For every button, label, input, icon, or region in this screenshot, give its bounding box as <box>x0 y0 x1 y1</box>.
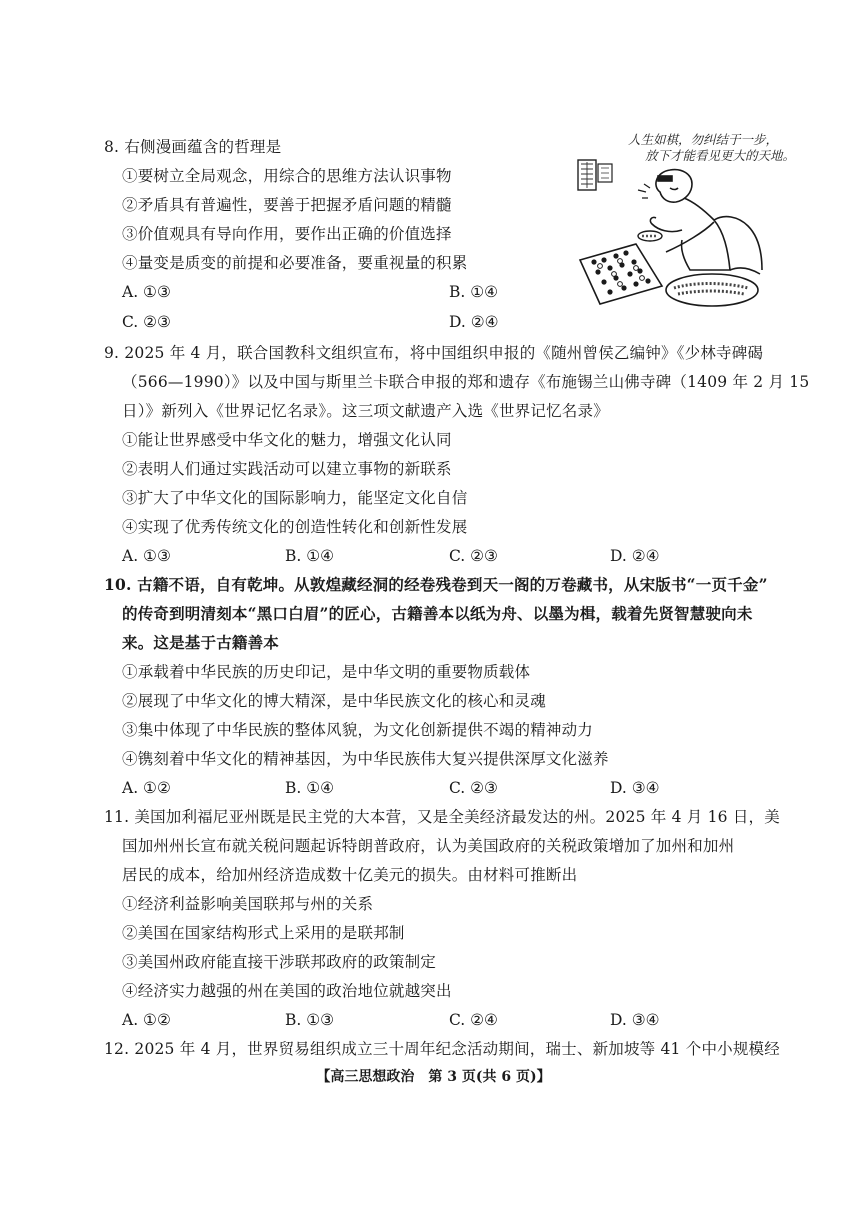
q10-item-1: ①承载着中华民族的历史印记，是中华文明的重要物质载体 <box>122 663 531 681</box>
q8-item-4: ④量变是质变的前提和必要准备，要重视量的积累 <box>122 254 468 272</box>
chess-cartoon-illustration <box>574 150 784 312</box>
q11-item-2: ②美国在国家结构形式上采用的是联邦制 <box>122 924 405 942</box>
q11-option-d: D. ③④ <box>610 1011 660 1029</box>
q11-stem-line-1: 11. 美国加利福尼亚州既是民主党的大本营，又是全美经济最发达的州。2025 年 4 月 16 日，美 <box>104 808 780 826</box>
q9-item-3: ③扩大了中华文化的国际影响力，能坚定文化自信 <box>122 489 468 507</box>
cartoon-caption-line-1: 人生如棋，勿纠结于一步， <box>628 132 779 147</box>
q11-item-4: ④经济实力越强的州在美国的政治地位就越突出 <box>122 982 452 1000</box>
q9-stem-line-1: 9. 2025 年 4 月，联合国教科文组织宣布，将中国组织申报的《随州曾侯乙编钟》《少林寺碑碣 <box>104 344 764 362</box>
q10-stem-line-2: 的传奇到明清刻本“黑口白眉”的匠心，古籍善本以纸为舟、以墨为楫，载着先贤智慧驶向未 <box>122 604 753 623</box>
q10-stem-line-3: 来。这是基于古籍善本 <box>122 633 280 652</box>
q8-option-b: B. ①④ <box>449 283 499 301</box>
q11-option-a: A. ①② <box>122 1011 171 1029</box>
q8-item-3: ③价值观具有导向作用，要作出正确的价值选择 <box>122 225 452 243</box>
q11-stem-line-3: 居民的成本，给加州经济造成数十亿美元的损失。由材料可推断出 <box>122 866 578 884</box>
q12-stem-line-1: 12. 2025 年 4 月，世界贸易组织成立三十周年纪念活动期间，瑞士、新加坡等 41 个中小规模经 <box>104 1040 780 1058</box>
q9-item-2: ②表明人们通过实践活动可以建立事物的新联系 <box>122 460 452 478</box>
chessboard-icon <box>580 244 662 304</box>
q10-option-b: B. ①④ <box>285 779 335 797</box>
q10-stem-line-1: 10. 古籍不语，自有乾坤。从敦煌藏经洞的经卷残卷到天一阁的万卷藏书，从宋版书“一页千金” <box>104 575 768 594</box>
q10-option-d: D. ③④ <box>610 779 660 797</box>
small-bowl-icon <box>638 231 662 241</box>
q9-stem-line-2: （566—1990）》以及中国与斯里兰卡联合申报的郑和遗存《布施锡兰山佛寺碑（1409 年 2 月 15 <box>122 373 810 391</box>
person-figure <box>638 170 762 274</box>
q9-option-b: B. ①④ <box>285 547 335 565</box>
q8-stem: 8. 右侧漫画蕴含的哲理是 <box>104 138 282 156</box>
q9-option-d: D. ②④ <box>610 547 660 565</box>
page-footer: 【高三思想政治 第 3 页(共 6 页)】 <box>316 1069 551 1085</box>
q10-option-c: C. ②③ <box>449 779 498 797</box>
q10-option-a: A. ①② <box>122 779 171 797</box>
q11-item-3: ③美国州政府能直接干涉联邦政府的政策制定 <box>122 953 437 971</box>
q9-option-a: A. ①③ <box>122 547 171 565</box>
cartoon-caption-line-2: 放下才能看见更大的天地。 <box>645 148 796 163</box>
stone-bowl-icon <box>666 274 758 306</box>
q8-option-d: D. ②④ <box>449 313 499 331</box>
q10-item-4: ④镌刻着中华文化的精神基因，为中华民族伟大复兴提供深厚文化滋养 <box>122 750 609 768</box>
seal-stamp-icon <box>578 160 612 190</box>
q8-option-a: A. ①③ <box>122 283 171 301</box>
q9-item-1: ①能让世界感受中华文化的魅力，增强文化认同 <box>122 431 452 449</box>
q11-option-b: B. ①③ <box>285 1011 335 1029</box>
q9-item-4: ④实现了优秀传统文化的创造性转化和创新性发展 <box>122 518 468 536</box>
q9-stem-line-3: 日）》新列入《世界记忆名录》。这三项文献遗产入选《世界记忆名录》 <box>122 402 609 420</box>
q10-item-2: ②展现了中华文化的博大精深，是中华民族文化的核心和灵魂 <box>122 692 546 710</box>
q9-option-c: C. ②③ <box>449 547 498 565</box>
q10-item-3: ③集中体现了中华民族的整体风貌，为文化创新提供不竭的精神动力 <box>122 721 594 739</box>
q8-option-c: C. ②③ <box>122 313 171 331</box>
q11-stem-line-2: 国加州州长宣布就关税问题起诉特朗普政府，认为美国政府的关税政策增加了加州和加州 <box>122 837 735 855</box>
q8-item-2: ②矛盾具有普遍性，要善于把握矛盾问题的精髓 <box>122 196 452 214</box>
q11-item-1: ①经济利益影响美国联邦与州的关系 <box>122 895 374 913</box>
q11-option-c: C. ②④ <box>449 1011 498 1029</box>
q8-item-1: ①要树立全局观念，用综合的思维方法认识事物 <box>122 167 452 185</box>
